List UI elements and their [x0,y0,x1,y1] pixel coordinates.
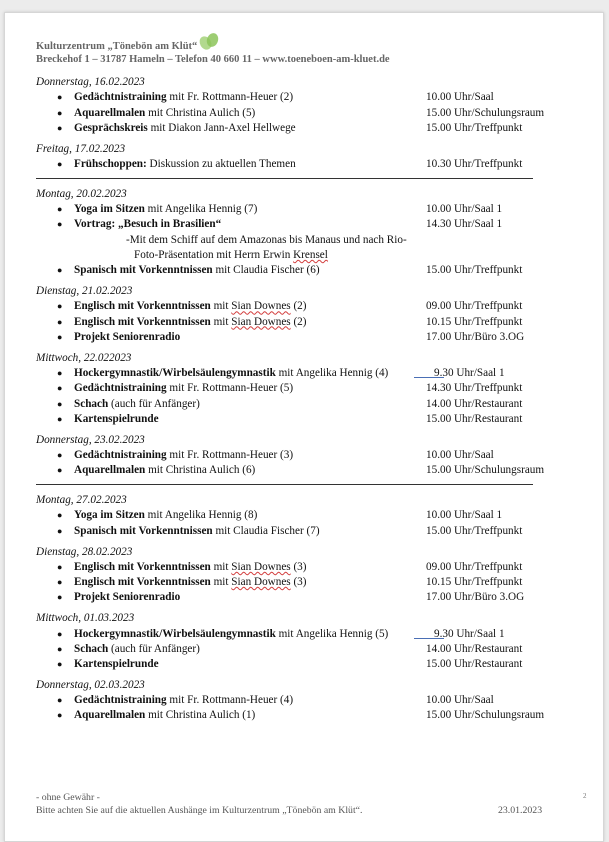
day-block [36,351,566,427]
event-details: mit Diakon Jann-Axel Hellwege [147,121,296,134]
event-row [36,157,566,172]
event-time: 15.00 Uhr/Restaurant [426,412,523,425]
event-details: mit Angelika Hennig (5) [275,627,389,640]
bullet-icon: ● [57,398,63,409]
event-row [36,90,566,105]
event-details: mit [210,300,232,313]
day-block [36,142,566,173]
event-name: Gesprächskreis [74,121,148,134]
bullet-icon: ● [57,383,63,394]
event-time: 10.00 Uhr/Saal [426,91,494,104]
bullet-icon: ● [57,316,63,327]
bullet-icon: ● [57,592,63,603]
bullet-icon: ● [57,107,63,118]
event-time: 10.00 Uhr/Saal [426,694,494,707]
event-row [36,560,566,575]
event-time: 10.15 Uhr/Treffpunkt [426,315,523,328]
event-time: 15.00 Uhr/Treffpunkt [426,524,523,537]
week-divider [36,178,533,179]
day-title: Mittwoch, 01.03.2023 [36,612,135,625]
event-details: (2) [290,315,307,328]
event-details: (auch für Anfänger) [108,642,200,655]
event-time: 14.30 Uhr/Treffpunkt [426,382,523,395]
event-row [36,366,566,381]
event-name: Spanisch mit Vorkenntnissen [74,524,213,537]
day-title: Donnerstag, 16.02.2023 [36,76,145,88]
bullet-icon: ● [57,577,63,588]
day-block [36,678,566,724]
event-row [36,106,566,121]
event-time: 9.30 Uhr/Saal 1 [434,367,505,380]
spellcheck-word: Sian Downes [231,315,291,328]
day-title: Donnerstag, 02.03.2023 [36,678,145,691]
bullet-icon: ● [57,450,63,461]
event-details: Diskussion zu aktuellen Themen [146,157,296,170]
event-name: Englisch mit Vorkenntnissen [74,300,211,313]
event-time: 14.30 Uhr/Saal 1 [426,218,503,231]
talk-presenter [36,248,566,263]
event-row [36,397,566,412]
event-details: (3) [290,560,307,573]
day-title: Montag, 27.02.2023 [36,494,127,507]
page-number: 2 [583,792,587,800]
letterhead-address: Breckehof 1 – 31787 Hameln – Telefon 40 660 11 – www.toeneboen-am-kluet.de [36,54,390,65]
event-row [36,412,566,427]
event-time: 09.00 Uhr/Treffpunkt [426,560,523,573]
event-details: mit Angelika Hennig (8) [144,509,258,522]
bullet-icon: ● [57,510,63,521]
bullet-icon: ● [57,659,63,670]
event-name: Gedächtnistraining [74,382,167,395]
event-row [36,693,566,708]
event-row [36,524,566,539]
event-name: Yoga im Sitzen [74,509,145,522]
day-title: Montag, 20.02.2023 [36,187,127,200]
event-name: Hockergymnastik/Wirbelsäulengymnastik [74,367,276,380]
day-title: Dienstag, 21.02.2023 [36,285,133,298]
day-title: Freitag, 17.02.2023 [36,142,126,155]
bullet-icon: ● [57,92,63,103]
day-title: Dienstag, 28.02.2023 [36,545,133,558]
event-details: mit Fr. Rottmann-Heuer (2) [166,91,294,104]
day-block [36,284,566,345]
bullet-icon: ● [57,525,63,536]
bullet-icon: ● [57,331,63,342]
event-time: 10.00 Uhr/Saal [426,449,494,462]
day-block [36,545,566,606]
letterhead-line-1 [36,40,390,53]
event-name: Frühschoppen: [74,157,147,170]
bullet-icon: ● [57,158,63,169]
event-row [36,642,566,657]
day-block [36,433,566,479]
day-block [36,493,566,539]
leaf-logo-icon [200,33,222,46]
event-details: mit Claudia Fischer (7) [212,524,320,537]
event-name: Aquarellmalen [74,709,146,722]
bullet-icon: ● [57,368,63,379]
event-name: Spanisch mit Vorkenntnissen [74,264,213,277]
event-name: Yoga im Sitzen [74,203,145,216]
event-name: Schach [74,642,109,655]
schedule [36,75,566,729]
day-block [36,611,566,672]
letterhead [36,40,390,66]
event-time: 15.00 Uhr/Schulungsraum [426,464,545,477]
event-time: 15.00 Uhr/Schulungsraum [426,106,545,119]
event-details: mit Christina Aulich (1) [145,709,256,722]
spellcheck-word: Sian Downes [231,300,291,313]
event-details: mit [210,315,232,328]
event-details: (auch für Anfänger) [108,397,200,410]
bullet-icon: ● [57,465,63,476]
bullet-icon: ● [57,628,63,639]
event-details: mit Fr. Rottmann-Heuer (3) [166,449,294,462]
event-time: 10.00 Uhr/Saal 1 [426,509,503,522]
event-time: 14.00 Uhr/Restaurant [426,642,523,655]
document-date: 23.01.2023 [498,804,543,816]
event-time: 15.00 Uhr/Restaurant [426,658,523,671]
event-row [36,121,566,136]
event-row [36,202,566,217]
day-block [36,75,566,136]
event-name: Aquarellmalen [74,464,146,477]
event-time: 10.15 Uhr/Treffpunkt [426,576,523,589]
bullet-icon: ● [57,265,63,276]
event-name: Hockergymnastik/Wirbelsäulengymnastik [74,627,276,640]
event-details: mit Fr. Rottmann-Heuer (4) [166,694,294,707]
event-row [36,315,566,330]
event-details: mit Christina Aulich (6) [145,464,256,477]
event-row [36,627,566,642]
event-name: Gedächtnistraining [74,91,167,104]
event-row [36,463,566,478]
event-name: Englisch mit Vorkenntnissen [74,560,211,573]
day-block [36,187,566,279]
bullet-icon: ● [57,643,63,654]
day-title: Donnerstag, 23.02.2023 [36,433,145,446]
bullet-icon: ● [57,710,63,721]
event-time: 14.00 Uhr/Restaurant [426,397,523,410]
spellcheck-word: Sian Downes [231,576,291,589]
organization-name: Kulturzentrum „Tönebön am Klüt“ [36,41,198,52]
event-time: 10.30 Uhr/Treffpunkt [426,157,523,170]
disclaimer: - ohne Gewähr - [36,792,100,803]
event-time: 17.00 Uhr/Büro 3.OG [426,591,525,604]
event-row [36,299,566,314]
event-name: Projekt Seniorenradio [74,591,181,604]
event-time: 10.00 Uhr/Saal 1 [426,203,503,216]
bullet-icon: ● [57,561,63,572]
event-row [36,575,566,590]
event-row [36,263,566,278]
spellcheck-word: Sian Downes [231,560,291,573]
event-name: Kartenspielrunde [74,658,159,671]
event-details: mit Christina Aulich (5) [145,106,256,119]
event-details: (2) [290,300,307,313]
event-details: mit Fr. Rottmann-Heuer (5) [166,382,294,395]
event-time: 09.00 Uhr/Treffpunkt [426,300,523,313]
event-time: 15.00 Uhr/Treffpunkt [426,121,523,134]
event-name: Projekt Seniorenradio [74,330,181,343]
event-name: Kartenspielrunde [74,412,159,425]
event-row [36,657,566,672]
event-details: (3) [290,576,307,589]
event-details: mit [210,576,232,589]
bullet-icon: ● [57,413,63,424]
talk-presenter-text: Foto-Präsentation mit Herrn Erwin [134,248,294,261]
event-row [36,508,566,523]
event-details: mit Angelika Hennig (4) [275,367,389,380]
event-name: Aquarellmalen [74,106,146,119]
event-row [36,448,566,463]
event-row [36,217,566,232]
document-page [4,12,604,842]
talk-description: -Mit dem Schiff auf dem Amazonas bis Manaus und nach Rio- [126,233,407,246]
event-row [36,590,566,605]
bullet-icon: ● [57,219,63,230]
event-name: Englisch mit Vorkenntnissen [74,576,211,589]
event-name: Gedächtnistraining [74,694,167,707]
notice: Bitte achten Sie auf die aktuellen Aushänge im Kulturzentrum „Tönebön am Klüt“. [36,804,363,816]
event-row [36,708,566,723]
day-title: Mittwoch, 22.022023 [36,351,132,364]
event-name: Gedächtnistraining [74,449,167,462]
event-details: mit [210,560,232,573]
event-time: 9.30 Uhr/Saal 1 [434,627,505,640]
event-time: 15.00 Uhr/Schulungsraum [426,709,545,722]
bullet-icon: ● [57,301,63,312]
event-name: Vortrag: „Besuch in Brasilien“ [74,218,222,231]
event-time: 15.00 Uhr/Treffpunkt [426,264,523,277]
event-name: Englisch mit Vorkenntnissen [74,315,211,328]
bullet-icon: ● [57,695,63,706]
event-details: mit Angelika Hennig (7) [144,203,258,216]
event-name: Schach [74,397,109,410]
event-time: 17.00 Uhr/Büro 3.OG [426,330,525,343]
bullet-icon: ● [57,204,63,215]
footer [36,792,566,817]
event-row [36,330,566,345]
week-divider [36,484,533,485]
event-row [36,381,566,396]
event-details: mit Claudia Fischer (6) [212,264,320,277]
bullet-icon: ● [57,122,63,133]
spellcheck-word: Krensel [293,248,328,261]
